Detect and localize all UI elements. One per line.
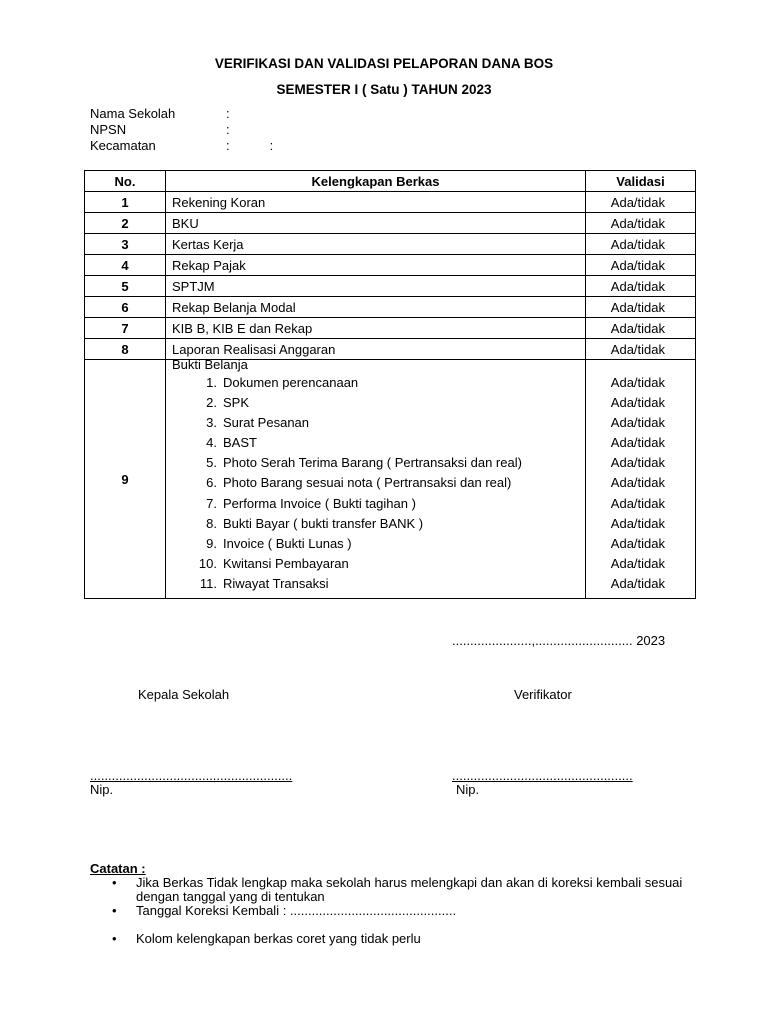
info-colon: : <box>226 122 230 137</box>
row-item: KIB B, KIB E dan Rekap <box>166 318 586 339</box>
info-label: Nama Sekolah <box>90 106 176 121</box>
info-label: Kecamatan <box>90 138 156 153</box>
note-text: Kolom kelengkapan berkas coret yang tidak perlu <box>136 931 421 946</box>
evidence-item <box>172 473 585 493</box>
evidence-item-text: Invoice ( Bukti Lunas ) <box>223 535 352 551</box>
evidence-item-validation: Ada/tidak <box>610 575 665 591</box>
bullet-icon: • <box>112 931 117 946</box>
table-row <box>85 255 696 276</box>
principal-nip: Nip. <box>90 782 114 797</box>
evidence-validation-list <box>586 373 665 594</box>
table-row <box>85 297 696 318</box>
table-row <box>85 276 696 297</box>
evidence-item-text: Performa Invoice ( Bukti tagihan ) <box>223 495 416 511</box>
note-item <box>90 876 690 904</box>
evidence-item-number: 7. <box>206 495 217 511</box>
header-item: Kelengkapan Berkas <box>166 171 586 192</box>
verifier-nip: Nip. <box>456 782 480 797</box>
evidence-item-validation: Ada/tidak <box>610 535 665 551</box>
evidence-item-number: 8. <box>206 515 217 531</box>
evidence-item-number: 4. <box>206 435 217 451</box>
evidence-item-validation: Ada/tidak <box>610 435 665 451</box>
evidence-validation-cell <box>586 360 696 599</box>
evidence-item-validation: Ada/tidak <box>610 455 665 471</box>
note-item <box>90 904 690 918</box>
evidence-item-text: Dokumen perencanaan <box>223 375 359 390</box>
table-row <box>85 234 696 255</box>
info-row-school-name <box>90 106 230 121</box>
evidence-item <box>172 574 585 594</box>
evidence-item-validation: Ada/tidak <box>610 555 665 571</box>
row-no: 2 <box>85 213 166 234</box>
row-validation: Ada/tidak <box>586 192 696 213</box>
info-colon: : <box>226 138 230 153</box>
date-line: ......................,........................... 2023 <box>452 633 666 648</box>
note-item <box>90 932 690 946</box>
info-colon-extra: : <box>269 138 274 153</box>
evidence-item-number: 1. <box>206 375 217 390</box>
evidence-heading: Bukti Belanja <box>172 357 248 372</box>
info-label: NPSN <box>90 122 127 137</box>
evidence-item <box>172 514 585 534</box>
row-item: Rekap Belanja Modal <box>166 297 586 318</box>
evidence-item-text: Photo Serah Terima Barang ( Pertransaksi dan real) <box>223 455 522 471</box>
evidence-items-cell <box>166 357 586 599</box>
document-subtitle: SEMESTER I ( Satu ) TAHUN 2023 <box>276 82 492 97</box>
verifier-signature-line: .................................................. <box>452 768 633 783</box>
row-no: 9 <box>85 360 166 599</box>
evidence-item-text: Surat Pesanan <box>223 415 310 431</box>
evidence-item <box>172 534 585 554</box>
evidence-item <box>172 554 585 574</box>
info-row-npsn <box>90 122 230 137</box>
table-row <box>85 318 696 339</box>
table-row <box>85 192 696 213</box>
row-no: 6 <box>85 297 166 318</box>
notes-title: Catatan : <box>90 861 146 876</box>
row-item: Rekening Koran <box>166 192 586 213</box>
evidence-item-number: 3. <box>206 415 217 431</box>
evidence-item <box>172 413 585 433</box>
principal-signature-line: ........................................................ <box>90 768 293 783</box>
evidence-item-number: 6. <box>206 475 217 491</box>
row-item: Kertas Kerja <box>166 234 586 255</box>
row-item: Laporan Realisasi Anggaran <box>166 339 586 360</box>
row-no: 7 <box>85 318 166 339</box>
evidence-item <box>172 453 585 473</box>
evidence-list <box>172 373 585 594</box>
document-title: VERIFIKASI DAN VALIDASI PELAPORAN DANA BOS <box>214 56 554 71</box>
row-validation: Ada/tidak <box>586 318 696 339</box>
evidence-item-number: 11. <box>199 575 217 591</box>
row-item: SPTJM <box>166 276 586 297</box>
header-validation: Validasi <box>586 171 696 192</box>
row-no: 1 <box>85 192 166 213</box>
row-no: 8 <box>85 339 166 360</box>
table-row-evidence <box>85 360 696 599</box>
row-validation: Ada/tidak <box>586 276 696 297</box>
row-validation: Ada/tidak <box>586 213 696 234</box>
evidence-item-number: 5. <box>206 455 217 471</box>
header-no: No. <box>85 171 166 192</box>
row-validation: Ada/tidak <box>586 255 696 276</box>
info-colon: : <box>226 106 230 121</box>
row-item: Rekap Pajak <box>166 255 586 276</box>
notes-list <box>90 876 690 946</box>
evidence-item-validation: Ada/tidak <box>610 475 665 491</box>
note-text: Jika Berkas Tidak lengkap maka sekolah harus melengkapi dan akan di koreksi kembali sesuai dengan tanggal yang di tentukan <box>136 875 683 904</box>
verifier-title: Verifikator <box>514 687 572 702</box>
row-validation: Ada/tidak <box>586 234 696 255</box>
evidence-item-number: 2. <box>206 395 217 411</box>
evidence-item-text: Bukti Bayar ( bukti transfer BANK ) <box>223 515 424 531</box>
note-text: Tanggal Koreksi Kembali : .............................................. <box>136 903 457 918</box>
evidence-item-validation: Ada/tidak <box>610 395 665 411</box>
row-no: 5 <box>85 276 166 297</box>
bullet-icon: • <box>112 875 117 890</box>
evidence-item <box>172 393 585 413</box>
row-no: 3 <box>85 234 166 255</box>
row-validation: Ada/tidak <box>586 297 696 318</box>
row-no: 4 <box>85 255 166 276</box>
evidence-item <box>172 373 585 393</box>
evidence-item-number: 9. <box>206 535 217 551</box>
row-item: BKU <box>166 213 586 234</box>
row-validation: Ada/tidak <box>586 339 696 360</box>
evidence-item-text: Kwitansi Pembayaran <box>223 555 349 571</box>
evidence-item-number: 10. <box>198 555 217 571</box>
evidence-item-validation: Ada/tidak <box>610 515 665 531</box>
evidence-item <box>172 433 585 453</box>
evidence-item-validation: Ada/tidak <box>610 415 665 431</box>
table-header-row <box>85 171 696 192</box>
evidence-item-text: Riwayat Transaksi <box>223 575 329 591</box>
evidence-item-text: BAST <box>223 435 257 451</box>
evidence-item <box>172 494 585 514</box>
bullet-icon: • <box>112 903 117 918</box>
evidence-item-validation: Ada/tidak <box>610 495 665 511</box>
principal-title: Kepala Sekolah <box>138 687 230 702</box>
evidence-item-validation: Ada/tidak <box>610 375 665 390</box>
table-row <box>85 213 696 234</box>
evidence-item-text: SPK <box>223 395 250 411</box>
document-checklist-table <box>84 170 696 599</box>
info-row-district <box>90 138 273 153</box>
evidence-item-text: Photo Barang sesuai nota ( Pertransaksi dan real) <box>223 475 512 491</box>
